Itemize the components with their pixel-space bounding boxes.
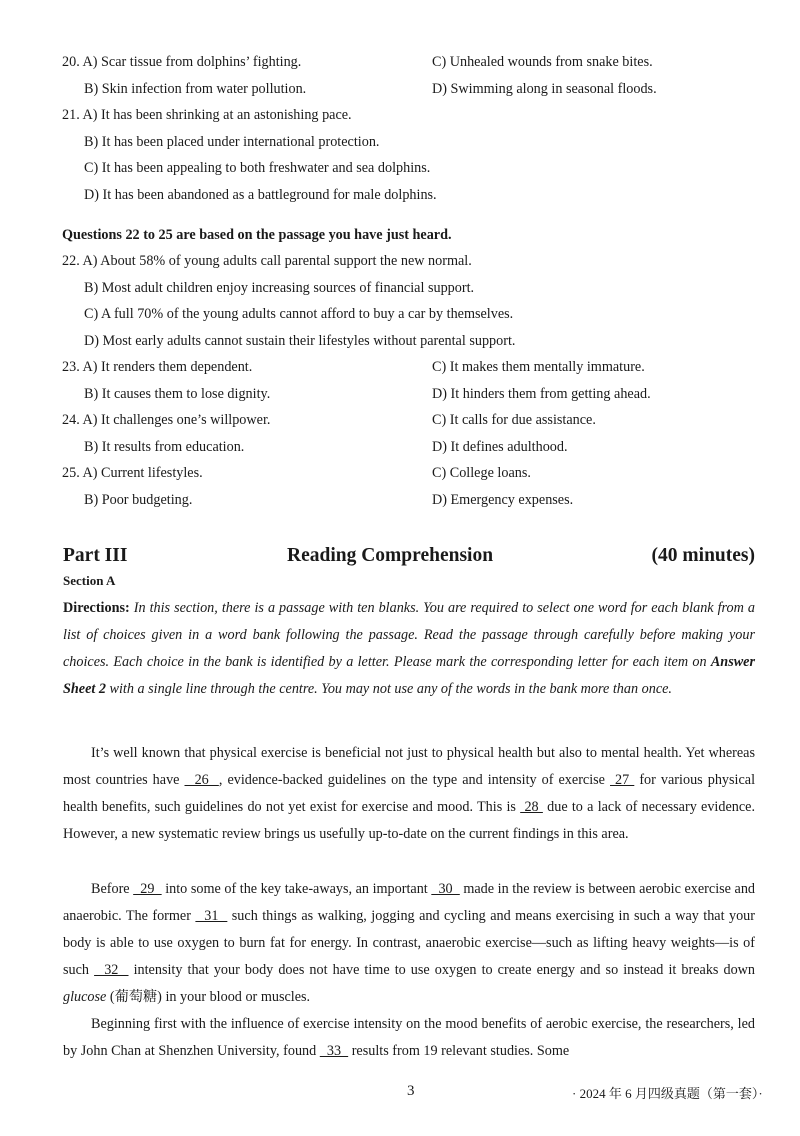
q25-option-d: D) Emergency expenses. [432,492,574,508]
blank-29[interactable]: 29 [133,881,162,897]
q23-option-a: 23. A) It renders them dependent. [62,359,253,375]
q23-option-c: C) It makes them mentally immature. [432,359,645,375]
q25-option-a: 25. A) Current lifestyles. [62,465,203,481]
glucose-term: glucose [63,989,107,1005]
section-label: Section A [63,573,116,588]
part-title: Reading Comprehension [287,545,494,566]
q25-option-b: B) Poor budgeting. [84,492,193,508]
blank-27[interactable]: 27 [610,772,635,788]
q21-option-a: 21. A) It has been shrinking at an astonishing pace. [62,107,352,123]
q20-option-b: B) Skin infection from water pollution. [84,81,307,97]
passage-paragraph-3: Beginning first with the influence of exercise intensity on the mood benefits of aerobic exercise, the researchers, led by John Chan at Shenzhen University, found 33 results from 19 relevant studies. Some [63,1016,755,1059]
q24-option-c: C) It calls for due assistance. [432,412,596,428]
page-number: 3 [407,1083,415,1099]
blank-26[interactable]: 26 [184,772,219,788]
q22-option-d: D) Most early adults cannot sustain their lifestyles without parental support. [84,333,516,349]
blank-32[interactable]: 32 [94,962,129,978]
q25-option-c: C) College loans. [432,465,531,481]
directions-text-2: with a single line through the centre. You may not use any of the words in the bank more than once. [105,681,672,697]
directions-answer-sheet: Answer Sheet 2 [63,654,755,697]
q21-option-b: B) It has been placed under international protection. [84,134,380,150]
blank-28[interactable]: 28 [520,799,543,815]
q20-option-a: 20. A) Scar tissue from dolphins’ fighting. [62,54,302,70]
q21-option-c: C) It has been appealing to both freshwater and sea dolphins. [84,160,431,176]
q23-option-d: D) It hinders them from getting ahead. [432,386,651,402]
q22-option-b: B) Most adult children enjoy increasing sources of financial support. [84,280,475,296]
part-time: (40 minutes) [651,545,755,566]
directions [63,595,755,703]
part-label: Part III [63,545,128,566]
q22-option-c: C) A full 70% of the young adults cannot afford to buy a car by themselves. [84,306,514,322]
passage-paragraph-2: Before 29 into some of the key take-aways, an important 30 made in the review is between aerobic exercise and anaerobic. The former 31 such things as walking, jogging and cycling and means exercising in such a way that your body is able to use oxygen to burn fat for energy. In contrast, anaerobic exercise—such as lifting heavy weights—is of such 32 intensity that your body does not have time to use oxygen to create energy and so instead it breaks down glucose (葡萄糖) in your blood or muscles. [63,881,756,1005]
q20-option-c: C) Unhealed wounds from snake bites. [432,54,653,70]
q23-option-b: B) It causes them to lose dignity. [84,386,271,402]
footer-note: · 2024 年 6 月四级真题（第一套）· [572,1086,763,1101]
q24-option-a: 24. A) It challenges one’s willpower. [62,412,271,428]
q22-option-a: 22. A) About 58% of young adults call parental support the new normal. [62,253,472,269]
part-header [63,545,755,571]
q20-option-d: D) Swimming along in seasonal floods. [432,81,657,97]
directions-label: Directions: [63,600,130,616]
q24-option-d: D) It defines adulthood. [432,439,568,455]
blank-31[interactable]: 31 [195,908,228,924]
blank-33[interactable]: 33 [319,1043,349,1059]
q21-option-d: D) It has been abandoned as a battleground for male dolphins. [84,187,437,203]
q24-option-b: B) It results from education. [84,439,245,455]
blank-30[interactable]: 30 [431,881,460,897]
passage-paragraph-1: It’s well known that physical exercise is beneficial not just to physical health but also to mental health. Yet whereas most countries have 26 , evidence-backed guidelines on the type and intensity of exercise 27 for various physical health benefits, such guidelines do not yet exist for exercise and mood. This is 28 due to a lack of necessary evidence. However, a new systematic review brings us usefully up-to-date on the current findings in this area. [63,745,756,842]
directions-text-1: In this section, there is a passage with ten blanks. You are required to select one word for each blank from a list of choices given in a word bank following the passage. Read the passage through carefully before making your choices. Each choice in the bank is identified by a letter. Please mark the corresponding letter for each item on [63,600,755,670]
questions-group-heading: Questions 22 to 25 are based on the passage you have just heard. [62,227,452,243]
